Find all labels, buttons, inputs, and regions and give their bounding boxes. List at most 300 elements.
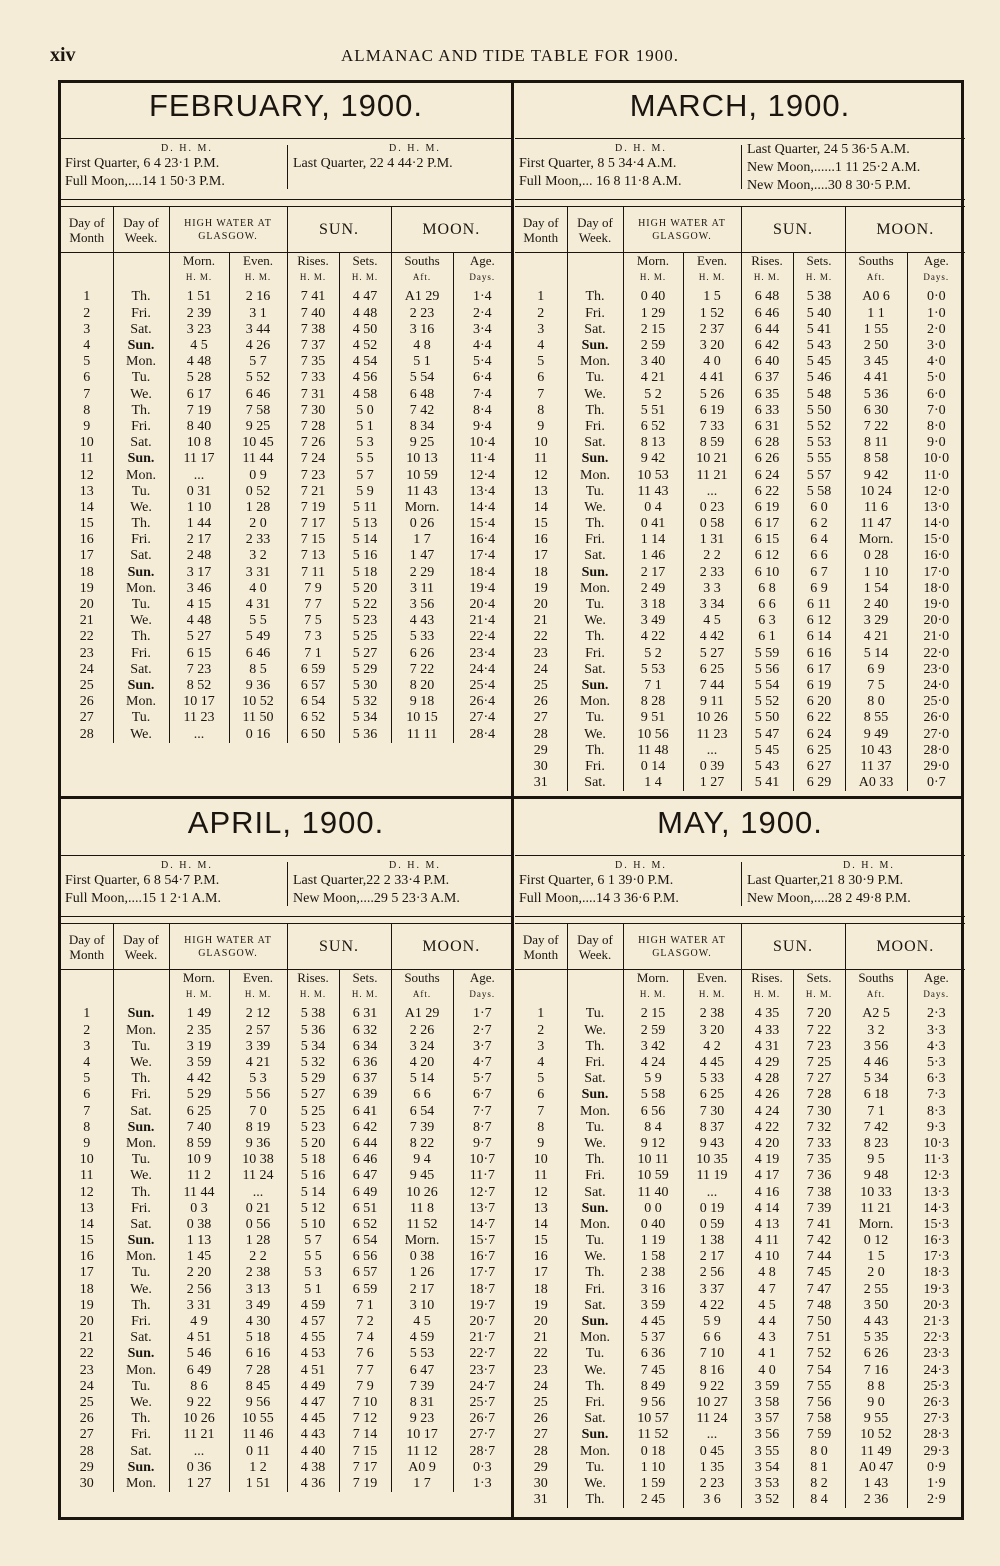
table-cell: 9 45 bbox=[391, 1168, 453, 1184]
table-cell: 4 bbox=[515, 338, 567, 354]
table-cell: 9 bbox=[61, 419, 113, 435]
table-cell: 4 1 bbox=[741, 1346, 793, 1362]
table-cell: 4 22 bbox=[623, 629, 683, 645]
subheader-cell: Rises. bbox=[287, 970, 339, 987]
table-cell: 6 3 bbox=[741, 613, 793, 629]
table-cell: 2 17 bbox=[683, 1249, 741, 1265]
table-row bbox=[515, 338, 965, 354]
table-cell: 8 19 bbox=[229, 1120, 287, 1136]
table-row bbox=[515, 1314, 965, 1330]
table-cell: 3·7 bbox=[472, 1038, 492, 1054]
table-cell: 17·7 bbox=[469, 1265, 496, 1281]
table-cell: 7 35 bbox=[793, 1152, 845, 1168]
table-cell: 23 bbox=[515, 646, 567, 662]
table-row bbox=[61, 403, 511, 419]
table-cell: 8 5 bbox=[229, 662, 287, 678]
table-cell: 6 14 bbox=[793, 629, 845, 645]
table-cell: Tu. bbox=[113, 370, 169, 386]
table-cell: Mon. bbox=[567, 1104, 623, 1120]
table-cell: 5 34 bbox=[339, 710, 391, 726]
table-cell: 6 26 bbox=[741, 451, 793, 467]
table-cell: 5 18 bbox=[287, 1152, 339, 1168]
table-cell: 7 36 bbox=[793, 1168, 845, 1184]
phase-line: Full Moon,... 16 8 11·8 A.M. bbox=[519, 174, 682, 189]
table-cell: 0 3 bbox=[169, 1201, 229, 1217]
table-cell: 17 bbox=[515, 1265, 567, 1281]
table-cell: 2 38 bbox=[683, 1006, 741, 1022]
table-cell: Tu. bbox=[567, 1120, 623, 1136]
table-cell: 4 47 bbox=[339, 289, 391, 305]
table-cell: 0 41 bbox=[623, 516, 683, 532]
table-cell: 7 44 bbox=[683, 678, 741, 694]
table-cell: 12 bbox=[515, 467, 567, 483]
table-cell: 6 28 bbox=[741, 435, 793, 451]
table-cell: 10 8 bbox=[169, 435, 229, 451]
subheader-cell bbox=[567, 253, 623, 270]
table-cell: 15·3 bbox=[923, 1216, 950, 1232]
table-cell: 7 58 bbox=[793, 1411, 845, 1427]
table-cell: 24 bbox=[61, 662, 113, 678]
table-cell: 10 45 bbox=[229, 435, 287, 451]
table-cell: Tu. bbox=[567, 1233, 623, 1249]
table-row bbox=[61, 435, 511, 451]
table-cell: 5 33 bbox=[683, 1071, 741, 1087]
table-cell: 7 bbox=[515, 387, 567, 403]
table-cell: Th. bbox=[113, 289, 169, 305]
table-cell: 6 17 bbox=[169, 387, 229, 403]
table-cell: 4 45 bbox=[683, 1055, 741, 1071]
table-cell: Mon. bbox=[113, 1249, 169, 1265]
table-row bbox=[61, 1363, 511, 1379]
table-cell: 5 22 bbox=[339, 597, 391, 613]
table-row bbox=[515, 1330, 965, 1346]
table-cell: 4 0 bbox=[683, 354, 741, 370]
table-cell: 5 29 bbox=[287, 1071, 339, 1087]
table-row bbox=[515, 1104, 965, 1120]
table-cell: 2 38 bbox=[623, 1265, 683, 1281]
table-cell: 9·3 bbox=[926, 1119, 946, 1135]
table-row bbox=[61, 646, 511, 662]
subheader-cell: Rises. bbox=[741, 970, 793, 987]
table-cell: 17·4 bbox=[469, 548, 496, 564]
table-cell: 11 bbox=[515, 451, 567, 467]
unit-cell: Aft. bbox=[391, 269, 453, 285]
col-day-of-week: Day of Week. bbox=[567, 207, 623, 253]
table-cell: 5 45 bbox=[793, 354, 845, 370]
table-cell: 2 15 bbox=[623, 1006, 683, 1022]
col-day-of-month: Day of Month bbox=[61, 207, 113, 253]
table-cell: 5 54 bbox=[391, 370, 453, 386]
table-cell: 2 2 bbox=[683, 548, 741, 564]
table-cell: 2 45 bbox=[623, 1492, 683, 1508]
table-cell: 22·3 bbox=[923, 1330, 950, 1346]
table-cell: 7 1 bbox=[287, 646, 339, 662]
table-cell: 4 42 bbox=[169, 1071, 229, 1087]
table-cell: Fri. bbox=[113, 306, 169, 322]
table-cell: 28·7 bbox=[469, 1443, 496, 1459]
table-cell: 9 48 bbox=[845, 1168, 907, 1184]
table-cell: 5 38 bbox=[793, 289, 845, 305]
table-cell: 11 6 bbox=[845, 500, 907, 516]
table-cell: 14·3 bbox=[923, 1200, 950, 1216]
table-cell: 5 58 bbox=[623, 1087, 683, 1103]
phase-line: First Quarter, 6 8 54·7 P.M. bbox=[65, 873, 220, 888]
table-cell: 3 20 bbox=[683, 338, 741, 354]
table-cell: 0·7 bbox=[926, 775, 946, 791]
dhm-label: D. H. M. bbox=[161, 143, 213, 154]
dhm-label: D. H. M. bbox=[615, 143, 667, 154]
table-cell: Mon. bbox=[113, 1023, 169, 1039]
table-cell: 11 52 bbox=[391, 1217, 453, 1233]
table-cell: 4 52 bbox=[339, 338, 391, 354]
table-cell: 9 42 bbox=[845, 467, 907, 483]
table-row bbox=[515, 726, 965, 742]
table-cell: 5 56 bbox=[741, 662, 793, 678]
table-cell: 7 19 bbox=[339, 1476, 391, 1492]
table-cell: 4 48 bbox=[169, 613, 229, 629]
table-cell: 5 16 bbox=[339, 548, 391, 564]
table-cell: 3 20 bbox=[683, 1023, 741, 1039]
table-cell: 18 bbox=[515, 1282, 567, 1298]
table-cell: Fri. bbox=[567, 1282, 623, 1298]
table-cell: 1 26 bbox=[391, 1265, 453, 1281]
table-cell: 3 49 bbox=[623, 613, 683, 629]
table-row bbox=[515, 1411, 965, 1427]
unit-cell: H. M. bbox=[169, 986, 229, 1002]
table-cell: 5 bbox=[515, 1071, 567, 1087]
table-cell: Sat. bbox=[567, 435, 623, 451]
table-cell: 6 10 bbox=[741, 565, 793, 581]
table-cell: 12·0 bbox=[923, 483, 950, 499]
table-cell: 4 31 bbox=[229, 597, 287, 613]
subheader-cell bbox=[515, 253, 567, 270]
table-cell: 7 0 bbox=[229, 1104, 287, 1120]
table-cell: 1 54 bbox=[845, 581, 907, 597]
col-day-of-month: Day of Month bbox=[61, 924, 113, 970]
table-row bbox=[515, 1460, 965, 1476]
table-row bbox=[61, 338, 511, 354]
table-row bbox=[515, 662, 965, 678]
table-cell: Fri. bbox=[113, 646, 169, 662]
table-cell: Fri. bbox=[113, 532, 169, 548]
phases-right bbox=[293, 860, 460, 909]
table-cell: 8 28 bbox=[623, 694, 683, 710]
table-cell: 3 bbox=[515, 1039, 567, 1055]
phases-right bbox=[747, 860, 911, 909]
table-cell: 6 26 bbox=[845, 1346, 907, 1362]
table-cell: 2 23 bbox=[683, 1476, 741, 1492]
table-cell: 18 bbox=[61, 1282, 113, 1298]
phase-divider bbox=[741, 145, 742, 189]
table-cell: We. bbox=[113, 1055, 169, 1071]
table-cell: 20·3 bbox=[923, 1297, 950, 1313]
table-cell: 3 23 bbox=[169, 322, 229, 338]
table-cell: 4 22 bbox=[741, 1120, 793, 1136]
phases-left bbox=[65, 860, 221, 909]
table-cell: 5·4 bbox=[472, 354, 492, 370]
table-cell: Sun. bbox=[113, 565, 169, 581]
table-cell: 21 bbox=[515, 1330, 567, 1346]
table-row bbox=[61, 1120, 511, 1136]
table-cell: 6 25 bbox=[793, 743, 845, 759]
table-row bbox=[61, 306, 511, 322]
table-cell: 4 7 bbox=[741, 1282, 793, 1298]
table-cell: 11·0 bbox=[923, 467, 949, 483]
table-cell: 2 16 bbox=[229, 289, 287, 305]
table-cell: 14·0 bbox=[923, 516, 950, 532]
table-cell: 6 48 bbox=[391, 387, 453, 403]
table-cell: 10 35 bbox=[683, 1152, 741, 1168]
table-cell: 3 55 bbox=[741, 1443, 793, 1459]
table-cell: 11 bbox=[515, 1168, 567, 1184]
table-cell: 17·0 bbox=[923, 564, 950, 580]
moon-phases bbox=[515, 138, 965, 200]
table-cell: 11 23 bbox=[169, 710, 229, 726]
phase-divider bbox=[741, 862, 742, 906]
table-cell: 4 42 bbox=[683, 629, 741, 645]
table-cell: 2 33 bbox=[683, 565, 741, 581]
table-cell: 6 57 bbox=[287, 678, 339, 694]
table-cell: 5 33 bbox=[391, 629, 453, 645]
table-cell: 7 20 bbox=[793, 1006, 845, 1022]
table-cell: 10·0 bbox=[923, 451, 950, 467]
table-cell: Tu. bbox=[113, 1379, 169, 1395]
table-cell: 1 59 bbox=[623, 1476, 683, 1492]
unit-cell bbox=[567, 986, 623, 1002]
table-cell: 7 38 bbox=[793, 1184, 845, 1200]
col-day-of-week: Day of Week. bbox=[567, 924, 623, 970]
table-cell: 6 9 bbox=[845, 662, 907, 678]
table-cell: Th. bbox=[567, 1492, 623, 1508]
table-cell: Sun. bbox=[567, 678, 623, 694]
table-cell: 4 3 bbox=[741, 1330, 793, 1346]
table-row bbox=[61, 500, 511, 516]
table-cell: 4 21 bbox=[623, 370, 683, 386]
table-cell: 15 bbox=[515, 516, 567, 532]
subheader-cell bbox=[515, 970, 567, 987]
table-cell: 13 bbox=[61, 1201, 113, 1217]
table-cell: 3 31 bbox=[229, 565, 287, 581]
table-cell: Morn. bbox=[391, 1233, 453, 1249]
table-row bbox=[515, 1023, 965, 1039]
col-day-of-week: Day of Week. bbox=[113, 924, 169, 970]
table-cell: Sat. bbox=[113, 548, 169, 564]
unit-cell: Aft. bbox=[845, 269, 907, 285]
table-cell: 4·0 bbox=[926, 354, 946, 370]
moon-phases bbox=[61, 855, 511, 917]
table-cell: 4 33 bbox=[741, 1023, 793, 1039]
table-cell: 22 bbox=[61, 629, 113, 645]
phases-right bbox=[293, 143, 453, 174]
col-sun: SUN. bbox=[287, 207, 391, 253]
table-cell: Th. bbox=[113, 1411, 169, 1427]
table-row bbox=[515, 1087, 965, 1103]
table-cell: 0 31 bbox=[169, 484, 229, 500]
subheader-cell: Sets. bbox=[793, 970, 845, 987]
table-cell: 4 14 bbox=[741, 1201, 793, 1217]
table-cell: Th. bbox=[113, 516, 169, 532]
table-cell: 27 bbox=[61, 710, 113, 726]
table-row bbox=[61, 581, 511, 597]
month-block bbox=[61, 84, 511, 800]
table-cell: 3 6 bbox=[683, 1492, 741, 1508]
table-cell: 6 6 bbox=[793, 548, 845, 564]
table-cell: 10 53 bbox=[623, 467, 683, 483]
table-row bbox=[515, 322, 965, 338]
table-cell: 2 59 bbox=[623, 338, 683, 354]
table-cell: 7 16 bbox=[845, 1363, 907, 1379]
col-moon: MOON. bbox=[391, 207, 511, 253]
table-cell: 18·7 bbox=[469, 1281, 496, 1297]
table-cell: Sun. bbox=[113, 338, 169, 354]
table-row bbox=[61, 726, 511, 742]
table-cell: We. bbox=[567, 1476, 623, 1492]
table-cell: 9 36 bbox=[229, 678, 287, 694]
table-cell: Mon. bbox=[113, 694, 169, 710]
table-cell: 7 1 bbox=[339, 1298, 391, 1314]
table-cell: 4 5 bbox=[683, 613, 741, 629]
table-cell: 22 bbox=[61, 1346, 113, 1362]
table-cell: 4 50 bbox=[339, 322, 391, 338]
table-cell: 23·3 bbox=[923, 1346, 950, 1362]
table-cell: 7 17 bbox=[287, 516, 339, 532]
table-cell: 6 22 bbox=[741, 484, 793, 500]
table-cell: 0 14 bbox=[623, 759, 683, 775]
subheader-cell bbox=[113, 253, 169, 270]
table-cell: 4 8 bbox=[391, 338, 453, 354]
table-cell: 3 2 bbox=[229, 548, 287, 564]
table-cell: 7 5 bbox=[845, 678, 907, 694]
table-cell: 6·0 bbox=[926, 386, 946, 402]
table-cell: Sat. bbox=[567, 1298, 623, 1314]
table-row bbox=[61, 1395, 511, 1411]
subheader-cell: Even. bbox=[683, 970, 741, 987]
table-cell: 2 29 bbox=[391, 565, 453, 581]
table-cell: 1 44 bbox=[169, 516, 229, 532]
table-cell: 10 38 bbox=[229, 1152, 287, 1168]
table-cell: 7 19 bbox=[287, 500, 339, 516]
table-cell: 5 41 bbox=[793, 322, 845, 338]
table-cell: 9 bbox=[61, 1136, 113, 1152]
table-cell: 27·7 bbox=[469, 1427, 496, 1443]
table-cell: 4 0 bbox=[741, 1363, 793, 1379]
table-cell: 5 5 bbox=[287, 1249, 339, 1265]
phase-line: New Moon,......1 11 25·2 A.M. bbox=[747, 160, 921, 175]
table-cell: 7 12 bbox=[339, 1411, 391, 1427]
table-row bbox=[515, 1476, 965, 1492]
table-cell: 6 33 bbox=[741, 403, 793, 419]
table-cell: 18·0 bbox=[923, 580, 950, 596]
table-cell: 5 7 bbox=[287, 1233, 339, 1249]
table-cell: 10 11 bbox=[623, 1152, 683, 1168]
table-cell: 6 42 bbox=[339, 1120, 391, 1136]
table-cell: 25 bbox=[61, 1395, 113, 1411]
table-cell: Tu. bbox=[113, 484, 169, 500]
table-cell: 19 bbox=[515, 1298, 567, 1314]
table-row bbox=[515, 370, 965, 386]
table-cell: 5 26 bbox=[683, 387, 741, 403]
table-cell: 5 bbox=[61, 1071, 113, 1087]
unit-cell: H. M. bbox=[287, 269, 339, 285]
table-cell: 6 2 bbox=[793, 516, 845, 532]
table-cell: 14 bbox=[61, 500, 113, 516]
table-cell: 3 1 bbox=[229, 306, 287, 322]
table-cell: 0 38 bbox=[169, 1217, 229, 1233]
table-cell: 3 53 bbox=[741, 1476, 793, 1492]
table-cell: 5 50 bbox=[741, 710, 793, 726]
table-row bbox=[61, 548, 511, 564]
table-cell: 7 22 bbox=[793, 1023, 845, 1039]
table-cell: 11 11 bbox=[391, 726, 453, 742]
table-cell: 2 bbox=[515, 1023, 567, 1039]
table-cell: 1 5 bbox=[845, 1249, 907, 1265]
table-row bbox=[61, 451, 511, 467]
table-cell: Th. bbox=[113, 1184, 169, 1200]
table-cell: 27·0 bbox=[923, 726, 950, 742]
table-cell: 25 bbox=[515, 678, 567, 694]
table-cell: 3 59 bbox=[169, 1055, 229, 1071]
table-cell: 10 21 bbox=[683, 451, 741, 467]
table-cell: 10 15 bbox=[391, 710, 453, 726]
table-cell: 7 31 bbox=[287, 387, 339, 403]
table-cell: 7 7 bbox=[339, 1363, 391, 1379]
tide-table bbox=[515, 923, 965, 1508]
table-cell: Mon. bbox=[567, 354, 623, 370]
table-cell: 2 23 bbox=[391, 306, 453, 322]
table-cell: 15·7 bbox=[469, 1233, 496, 1249]
table-cell: 27 bbox=[515, 1427, 567, 1443]
subheader-cell bbox=[61, 970, 113, 987]
table-cell: 10·4 bbox=[469, 435, 496, 451]
table-cell: 14 bbox=[61, 1217, 113, 1233]
table-cell: 7 52 bbox=[793, 1346, 845, 1362]
table-cell: 26·0 bbox=[923, 710, 950, 726]
table-cell: We. bbox=[113, 613, 169, 629]
table-cell: 9 49 bbox=[845, 726, 907, 742]
table-cell: 6 27 bbox=[793, 759, 845, 775]
table-cell: Sun. bbox=[567, 1427, 623, 1443]
table-cell: Th. bbox=[567, 1152, 623, 1168]
table-cell: 13·4 bbox=[469, 483, 496, 499]
table-cell: 4 5 bbox=[741, 1298, 793, 1314]
table-cell: 7 56 bbox=[793, 1395, 845, 1411]
table-row bbox=[61, 1168, 511, 1184]
table-cell: 2 17 bbox=[623, 565, 683, 581]
table-cell: 6 49 bbox=[339, 1184, 391, 1200]
col-day-of-month: Day of Month bbox=[515, 207, 567, 253]
table-cell: 0 40 bbox=[623, 289, 683, 305]
table-cell: 29 bbox=[61, 1460, 113, 1476]
table-cell: 6 11 bbox=[793, 597, 845, 613]
table-cell: Th. bbox=[113, 403, 169, 419]
table-cell: 11 bbox=[61, 1168, 113, 1184]
table-cell: 10 52 bbox=[845, 1427, 907, 1443]
table-cell: 22 bbox=[515, 1346, 567, 1362]
table-row bbox=[515, 1346, 965, 1362]
table-cell: 5 52 bbox=[229, 370, 287, 386]
table-cell: 6 bbox=[515, 1087, 567, 1103]
col-high-water: HIGH WATER AT GLASGOW. bbox=[169, 924, 287, 970]
table-cell: 4 11 bbox=[741, 1233, 793, 1249]
table-cell: 7 45 bbox=[793, 1265, 845, 1281]
table-cell: 4 46 bbox=[845, 1055, 907, 1071]
table-cell: 3 18 bbox=[623, 597, 683, 613]
col-sun: SUN. bbox=[741, 207, 845, 253]
table-row bbox=[515, 1265, 965, 1281]
table-cell: 2 36 bbox=[845, 1492, 907, 1508]
table-cell: 9 55 bbox=[845, 1411, 907, 1427]
table-cell: 23·0 bbox=[923, 661, 950, 677]
